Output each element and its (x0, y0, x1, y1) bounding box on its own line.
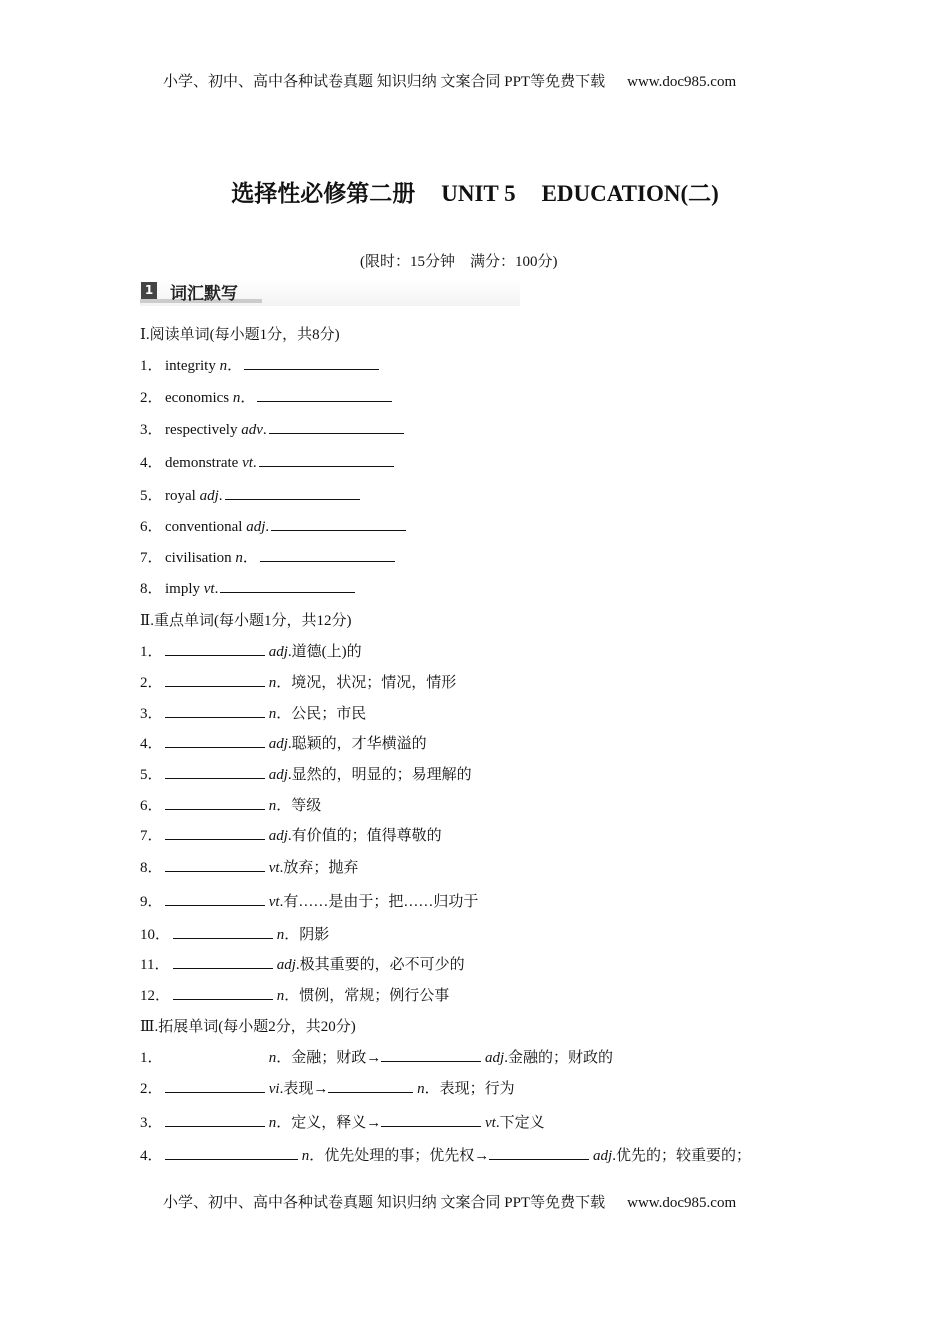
answer-blank[interactable] (271, 516, 406, 531)
question-item (140, 732, 427, 753)
question-number: 8． (140, 860, 163, 876)
section-banner (140, 279, 520, 306)
question-number: 8． (140, 581, 163, 597)
vocab-word: demonstrate (165, 455, 243, 471)
part-of-speech: adj (265, 736, 288, 752)
part-of-speech: n (265, 1115, 277, 1131)
question-item (140, 824, 442, 845)
question-item (140, 1111, 545, 1132)
part-of-speech: n (265, 798, 277, 814)
question-number: 3． (140, 706, 163, 722)
part-of-speech: n (265, 675, 277, 691)
question-number: 5． (140, 488, 163, 504)
meaning-text: . (214, 581, 219, 597)
question-number: 2． (140, 1081, 163, 1097)
question-number: 4． (140, 736, 163, 752)
question-number: 9． (140, 894, 163, 910)
meaning-text: ．金融；财政→ (276, 1050, 382, 1066)
part-of-speech: adj (199, 488, 219, 504)
vocab-word: conventional (165, 519, 247, 535)
question-number: 1． (140, 644, 163, 660)
question-item (140, 546, 395, 567)
answer-blank[interactable] (165, 891, 265, 906)
meaning-text: ． (242, 550, 258, 566)
question-number: 4． (140, 1148, 163, 1164)
answer-blank[interactable] (165, 825, 265, 840)
meaning-text: ．阴影 (284, 927, 330, 943)
answer-blank[interactable] (489, 1145, 589, 1160)
answer-blank[interactable] (220, 578, 355, 593)
meaning-text: .下定义 (495, 1115, 545, 1131)
part-of-speech: adv (241, 422, 263, 438)
question-item (140, 418, 404, 439)
part-of-speech: n (413, 1081, 425, 1097)
meaning-text: .显然的，明显的；易理解的 (287, 767, 472, 783)
answer-blank[interactable] (165, 857, 265, 872)
meaning-text: . (262, 422, 267, 438)
question-item (140, 984, 449, 1005)
question-item (140, 794, 321, 815)
meaning-text: .极其重要的，必不可少的 (295, 957, 465, 973)
part-of-speech: adj (481, 1050, 505, 1066)
part-of-speech: vt (203, 581, 215, 597)
part-heading: Ⅱ.重点单词(每小题1分，共12分) (140, 613, 352, 629)
part-of-speech: n (298, 1148, 310, 1164)
meaning-text: .有价值的；值得尊敬的 (287, 828, 442, 844)
vocab-word: integrity (165, 358, 220, 374)
answer-blank[interactable] (165, 1112, 265, 1127)
question-number: 3． (140, 1115, 163, 1131)
answer-blank[interactable] (173, 954, 273, 969)
answer-blank[interactable] (257, 387, 392, 402)
question-item (140, 386, 392, 407)
question-number: 1． (140, 358, 163, 374)
question-item (140, 515, 406, 536)
answer-blank[interactable] (260, 547, 395, 562)
part-of-speech: vt (242, 455, 253, 471)
header-text: 小学、初中、高中各种试卷真题 知识归纳 文案合同 PPT等免费下载 (163, 74, 606, 90)
answer-blank[interactable] (381, 1112, 481, 1127)
question-item (140, 354, 379, 375)
meaning-text: .道德(上)的 (287, 644, 362, 660)
time-limit: (限时：15分钟 满分：100分) (360, 254, 558, 270)
question-number: 10． (140, 927, 171, 943)
question-number: 6． (140, 798, 163, 814)
title-unit: UNIT 5 (441, 181, 516, 206)
answer-blank[interactable] (165, 1145, 298, 1160)
question-item (140, 1077, 515, 1098)
meaning-text: .有……是由于；把……归功于 (279, 894, 479, 910)
question-number: 2． (140, 390, 163, 406)
answer-blank[interactable] (165, 641, 265, 656)
meaning-text: .金融的；财政的 (504, 1050, 613, 1066)
meaning-text: ．优先处理的事；优先权→ (309, 1148, 490, 1164)
part-of-speech: n (265, 706, 277, 722)
part-of-speech: adj (265, 828, 288, 844)
meaning-text: . (252, 455, 257, 471)
meaning-text: .优先的；较重要的； (612, 1148, 751, 1164)
question-number: 7． (140, 550, 163, 566)
answer-blank[interactable] (328, 1078, 413, 1093)
meaning-text: ． (227, 358, 243, 374)
question-number: 6． (140, 519, 163, 535)
part-of-speech: vt (265, 860, 280, 876)
part-of-speech: n (273, 927, 285, 943)
vocab-word: respectively (165, 422, 242, 438)
answer-blank[interactable] (165, 703, 265, 718)
answer-blank[interactable] (173, 924, 273, 939)
answer-blank (165, 1047, 265, 1062)
meaning-text: ．惯例，常规；例行公事 (284, 988, 450, 1004)
question-item (140, 1144, 751, 1165)
part-of-speech: n (232, 390, 241, 406)
question-item (140, 451, 394, 472)
title-topic: EDUCATION(二) (541, 181, 719, 206)
meaning-text: ． (240, 390, 256, 406)
part-heading: Ⅰ.阅读单词(每小题1分，共8分) (140, 327, 340, 343)
question-item (140, 640, 362, 661)
question-number: 2． (140, 675, 163, 691)
question-item (140, 577, 355, 598)
section-number-icon: 1 (141, 282, 157, 299)
footer-url: www.doc985.com (627, 1195, 737, 1211)
question-item (140, 856, 358, 877)
meaning-text: ．公民；市民 (276, 706, 367, 722)
page-header (163, 70, 736, 91)
question-item (140, 953, 465, 974)
question-number: 4． (140, 455, 163, 471)
meaning-text: .聪颖的，才华横溢的 (287, 736, 427, 752)
meaning-text: ．等级 (276, 798, 322, 814)
part-of-speech: n (265, 1050, 277, 1066)
answer-blank[interactable] (165, 764, 265, 779)
meaning-text: ．表现；行为 (424, 1081, 515, 1097)
answer-blank[interactable] (165, 733, 265, 748)
page-footer (163, 1191, 736, 1212)
part-of-speech: n (235, 550, 243, 566)
answer-blank[interactable] (381, 1047, 481, 1062)
question-number: 12． (140, 988, 171, 1004)
answer-blank[interactable] (244, 355, 379, 370)
answer-blank[interactable] (165, 1078, 265, 1093)
question-number: 11． (140, 957, 170, 973)
part-of-speech: adj (265, 644, 288, 660)
footer-text: 小学、初中、高中各种试卷真题 知识归纳 文案合同 PPT等免费下载 (163, 1195, 606, 1211)
part-of-speech: adj (589, 1148, 613, 1164)
meaning-text: .放弃；抛弃 (279, 860, 359, 876)
section-label: 词汇默写 (170, 284, 238, 304)
meaning-text: ．境况，状况；情况，情形 (276, 675, 457, 691)
part-of-speech: n (273, 988, 285, 1004)
meaning-text: ．定义，释义→ (276, 1115, 382, 1131)
meaning-text: .表现→ (279, 1081, 329, 1097)
question-item (140, 890, 478, 911)
meaning-text: . (218, 488, 223, 504)
answer-blank[interactable] (225, 485, 360, 500)
answer-blank[interactable] (259, 452, 394, 467)
part-of-speech: adj (265, 767, 288, 783)
question-number: 3． (140, 422, 163, 438)
answer-blank[interactable] (165, 672, 265, 687)
question-item (140, 763, 472, 784)
title-book: 选择性必修第二册 (231, 181, 416, 206)
part-of-speech: adj (246, 519, 266, 535)
question-item (140, 1046, 613, 1067)
part-of-speech: vi (265, 1081, 280, 1097)
page-title (0, 175, 950, 208)
vocab-word: imply (165, 581, 204, 597)
meaning-text: . (265, 519, 270, 535)
question-number: 5． (140, 767, 163, 783)
header-url: www.doc985.com (627, 74, 737, 90)
vocab-word: civilisation (165, 550, 236, 566)
question-item (140, 923, 329, 944)
answer-blank[interactable] (165, 795, 265, 810)
answer-blank[interactable] (173, 985, 273, 1000)
vocab-word: economics (165, 390, 233, 406)
part-heading: Ⅲ.拓展单词(每小题2分，共20分) (140, 1019, 356, 1035)
part-of-speech: adj (273, 957, 296, 973)
answer-blank[interactable] (269, 419, 404, 434)
part-of-speech: vt (265, 894, 280, 910)
vocab-word: royal (165, 488, 200, 504)
question-item (140, 671, 456, 692)
part-of-speech: n (219, 358, 228, 374)
question-item (140, 484, 360, 505)
question-number: 1． (140, 1050, 163, 1066)
question-number: 7． (140, 828, 163, 844)
question-item (140, 702, 366, 723)
part-of-speech: vt (481, 1115, 496, 1131)
